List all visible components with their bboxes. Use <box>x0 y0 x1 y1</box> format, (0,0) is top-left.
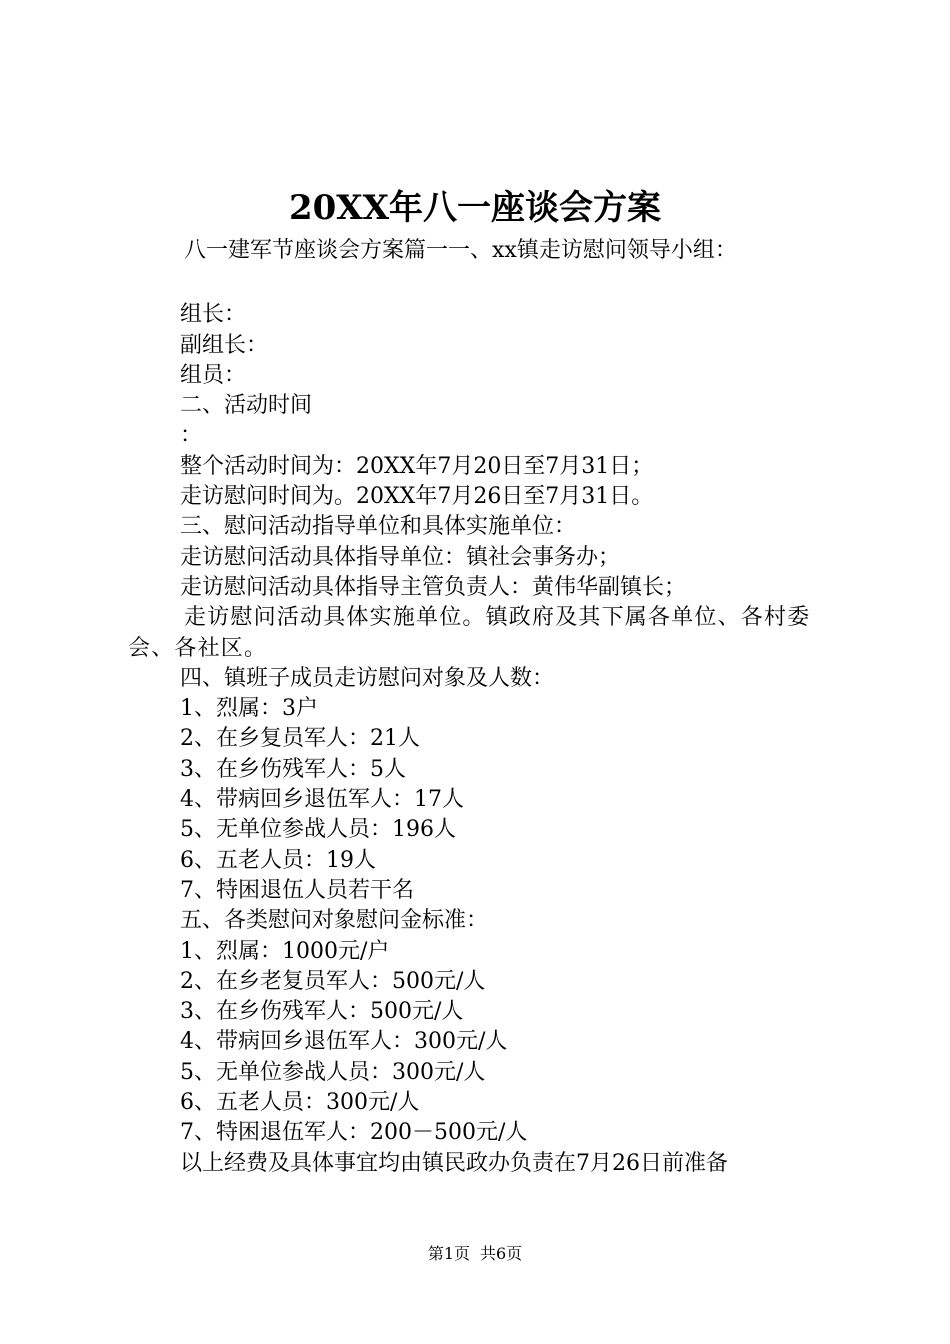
section-heading: 五、各类慰问对象慰问金标准： <box>180 908 489 934</box>
list-item: 2、在乡复员军人：21人 <box>180 726 420 752</box>
list-item: 6、五老人员：300元/人 <box>180 1090 420 1116</box>
text-line: 组长： <box>180 302 247 328</box>
section-heading: 二、活动时间 <box>180 393 313 419</box>
section-heading: 四、镇班子成员走访慰问对象及人数： <box>180 665 555 691</box>
page-footer <box>0 1243 950 1265</box>
list-item: 3、在乡伤残军人：500元/人 <box>180 999 464 1025</box>
list-item: 3、在乡伤残军人：5人 <box>180 756 406 782</box>
list-item: 5、无单位参战人员：196人 <box>180 817 456 843</box>
list-item: 5、无单位参战人员：300元/人 <box>180 1059 486 1085</box>
list-item: 1、烈属：1000元/户 <box>180 938 390 964</box>
text-line: 走访慰问活动具体指导主管负责人：黄伟华副镇长； <box>180 574 687 600</box>
list-item: 2、在乡老复员军人：500元/人 <box>180 968 486 994</box>
text-line: 走访慰问活动具体指导单位：镇社会事务办； <box>180 544 621 570</box>
text-line: 副组长： <box>180 332 269 358</box>
page-number: 第1页 <box>427 1244 470 1263</box>
text-line: 走访慰问时间为。20XX年7月26日至7月31日。 <box>180 484 654 510</box>
text-line: 组员： <box>180 362 247 388</box>
list-item: 4、带病回乡退伍军人：300元/人 <box>180 1029 508 1055</box>
list-item: 7、特困退伍军人：200－500元/人 <box>180 1120 528 1146</box>
list-item: 4、带病回乡退伍军人：17人 <box>180 787 464 813</box>
list-item: 1、烈属：3户 <box>180 696 318 722</box>
intro-line: 八一建军节座谈会方案篇一一、xx镇走访慰问领导小组： <box>184 238 737 263</box>
page-total: 共6页 <box>480 1244 523 1263</box>
list-item: 6、五老人员：19人 <box>180 847 376 873</box>
text-line: 以上经费及具体事宜均由镇民政办负责在7月26日前准备 <box>180 1150 728 1176</box>
document-body <box>128 236 840 1179</box>
list-item: 7、特困退伍人员若干名 <box>180 877 414 903</box>
wrapped-paragraph: 走访慰问活动具体实施单位。镇政府及其下属各单位、各村委会、各社区。 <box>128 605 811 661</box>
document-title: 20XX年八一座谈会方案 <box>288 188 662 228</box>
text-line: 整个活动时间为：20XX年7月20日至7月31日； <box>180 453 654 479</box>
text-line: ： <box>180 423 203 449</box>
section-heading: 三、慰问活动指导单位和具体实施单位： <box>180 514 577 540</box>
